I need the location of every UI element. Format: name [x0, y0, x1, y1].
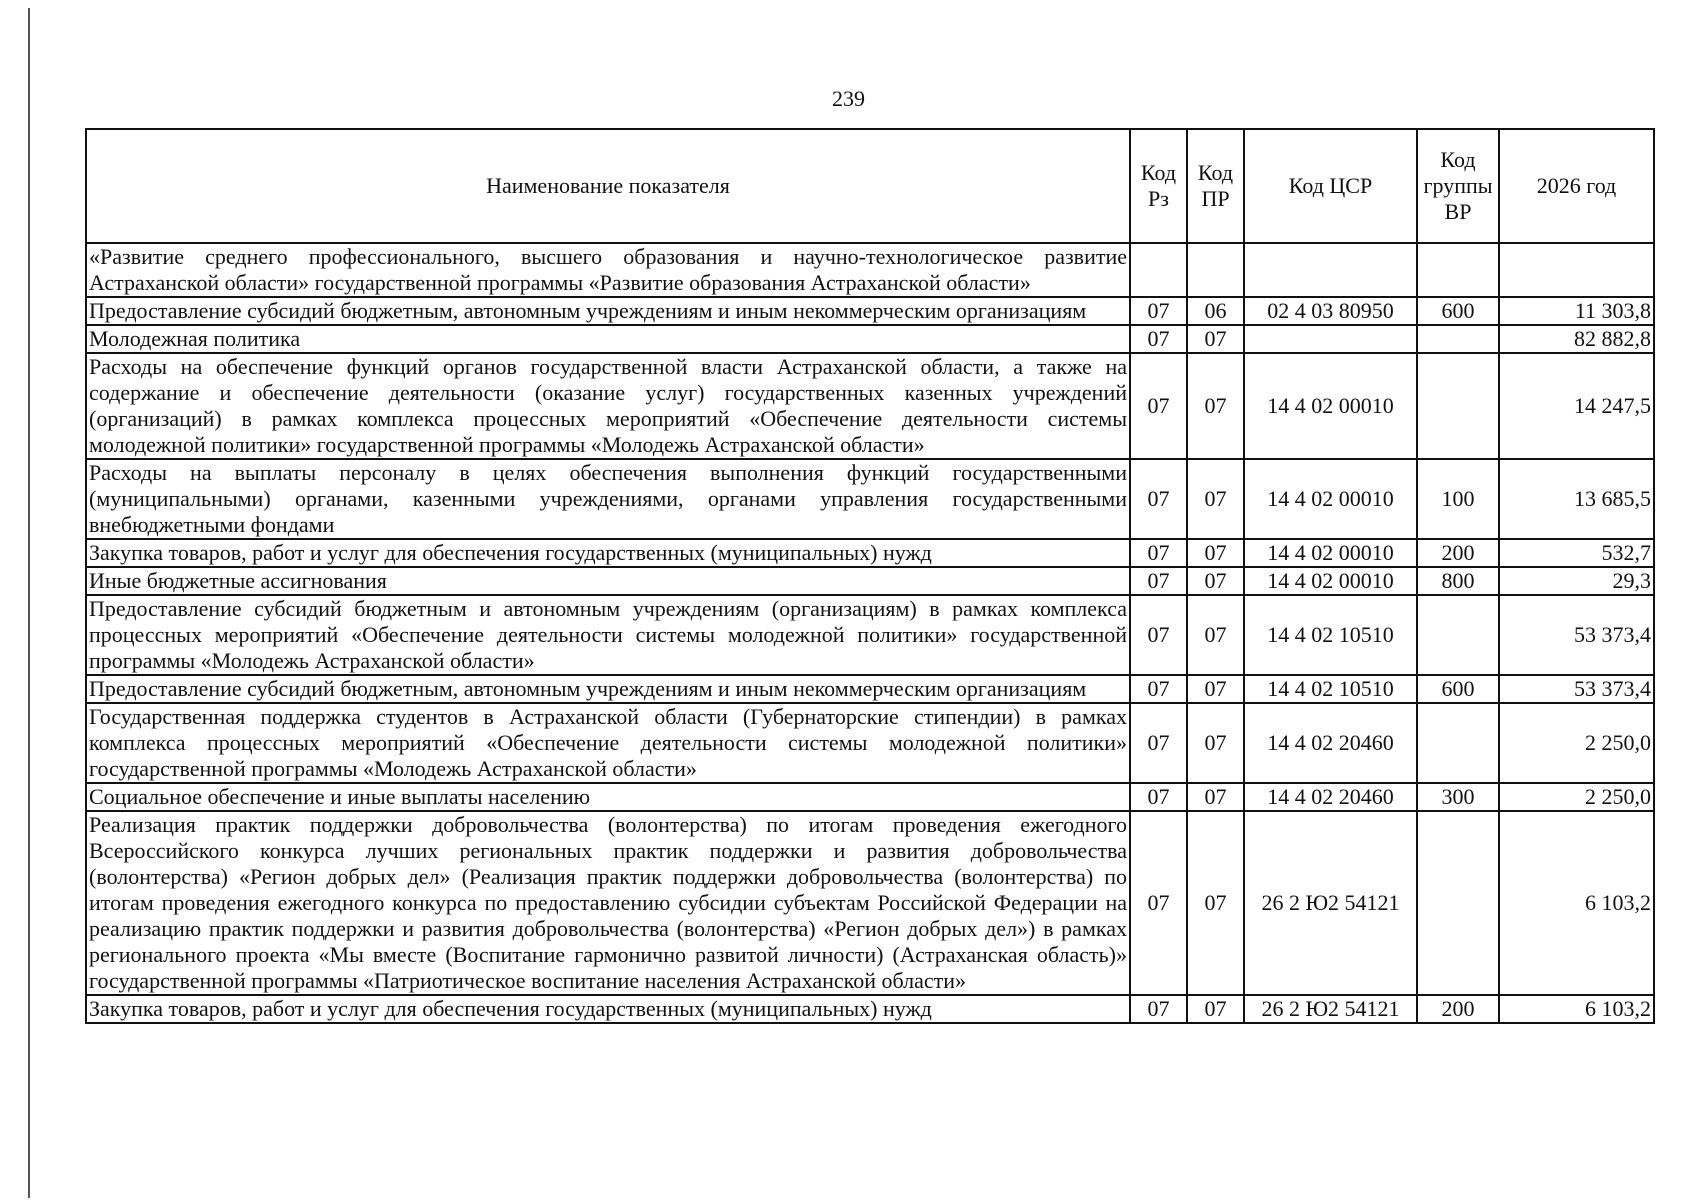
cell-rz: 07	[1130, 995, 1187, 1023]
cell-pr	[1187, 243, 1244, 297]
cell-name: Предоставление субсидий бюджетным, автономным учреждениям и иным некоммерческим организациям	[86, 297, 1130, 325]
table-body	[86, 243, 1654, 1023]
cell-sum: 82 882,8	[1499, 325, 1654, 353]
cell-csr	[1244, 243, 1417, 297]
cell-vr	[1417, 243, 1499, 297]
cell-pr: 07	[1187, 995, 1244, 1023]
cell-sum: 6 103,2	[1499, 995, 1654, 1023]
cell-name: Социальное обеспечение и иные выплаты населению	[86, 783, 1130, 811]
cell-rz: 07	[1130, 459, 1187, 539]
cell-sum: 14 247,5	[1499, 353, 1654, 459]
cell-pr: 07	[1187, 539, 1244, 567]
cell-rz: 07	[1130, 783, 1187, 811]
table-row	[86, 459, 1654, 539]
cell-name: Закупка товаров, работ и услуг для обеспечения государственных (муниципальных) нужд	[86, 539, 1130, 567]
cell-vr: 800	[1417, 567, 1499, 595]
cell-pr: 07	[1187, 567, 1244, 595]
cell-csr: 14 4 02 20460	[1244, 703, 1417, 783]
cell-csr: 14 4 02 20460	[1244, 783, 1417, 811]
cell-csr: 14 4 02 10510	[1244, 595, 1417, 675]
cell-csr: 14 4 02 10510	[1244, 675, 1417, 703]
cell-vr	[1417, 811, 1499, 995]
cell-pr: 07	[1187, 783, 1244, 811]
cell-vr: 600	[1417, 675, 1499, 703]
table-header	[86, 129, 1654, 243]
cell-vr	[1417, 703, 1499, 783]
cell-pr: 07	[1187, 811, 1244, 995]
header-row	[86, 129, 1654, 243]
table-row	[86, 811, 1654, 995]
cell-csr: 26 2 Ю2 54121	[1244, 811, 1417, 995]
header-rz: Код Рз	[1130, 129, 1187, 243]
cell-name: Государственная поддержка студентов в Астраханской области (Губернаторские стипендии) в рамках комплекса процессных мероприятий «Обеспечение деятельности системы молодежной политики» государственной программы «Молодежь Астраханской области»	[86, 703, 1130, 783]
cell-rz: 07	[1130, 539, 1187, 567]
cell-name: Реализация практик поддержки добровольчества (волонтерства) по итогам проведения ежегодного Всероссийского конкурса лучших региональных практик поддержки и развития добровольчества (волонтерства) «Регион добрых дел» (Реализация практик поддержки добровольчества (волонтерства) по итогам проведения ежегодного конкурса по предоставлению субсидии субъектам Российской Федерации на реализацию практик поддержки и развития добровольчества (волонтерства) «Регион добрых дел») в рамках регионального проекта «Мы вместе (Воспитание гармонично развитой личности) (Астраханская область)» государственной программы «Патриотическое воспитание населения Астраханской области»	[86, 811, 1130, 995]
header-pr: Код ПР	[1187, 129, 1244, 243]
table-row	[86, 703, 1654, 783]
cell-vr: 600	[1417, 297, 1499, 325]
table-row	[86, 783, 1654, 811]
cell-name: Расходы на обеспечение функций органов государственной власти Астраханской области, а также на содержание и обеспечение деятельности (оказание услуг) государственных казенных учреждений (организаций) в рамках комплекса процессных мероприятий «Обеспечение деятельности системы молодежной политики» государственной программы «Молодежь Астраханской области»	[86, 353, 1130, 459]
cell-vr: 100	[1417, 459, 1499, 539]
cell-rz: 07	[1130, 353, 1187, 459]
cell-sum: 13 685,5	[1499, 459, 1654, 539]
cell-vr	[1417, 325, 1499, 353]
table-row	[86, 567, 1654, 595]
cell-vr	[1417, 353, 1499, 459]
cell-sum	[1499, 243, 1654, 297]
cell-csr: 14 4 02 00010	[1244, 459, 1417, 539]
cell-rz: 07	[1130, 675, 1187, 703]
cell-rz: 07	[1130, 703, 1187, 783]
table-row	[86, 595, 1654, 675]
table-row	[86, 325, 1654, 353]
cell-csr: 14 4 02 00010	[1244, 353, 1417, 459]
cell-csr: 26 2 Ю2 54121	[1244, 995, 1417, 1023]
cell-rz: 07	[1130, 595, 1187, 675]
table-row	[86, 539, 1654, 567]
header-name: Наименование показателя	[86, 129, 1130, 243]
cell-rz: 07	[1130, 811, 1187, 995]
page-number: 239	[832, 86, 865, 111]
cell-sum: 53 373,4	[1499, 675, 1654, 703]
cell-vr	[1417, 595, 1499, 675]
cell-pr: 06	[1187, 297, 1244, 325]
table-row	[86, 675, 1654, 703]
table-row	[86, 297, 1654, 325]
cell-pr: 07	[1187, 459, 1244, 539]
cell-pr: 07	[1187, 703, 1244, 783]
cell-name: Расходы на выплаты персоналу в целях обеспечения выполнения функций государственными (муниципальными) органами, казенными учреждениями, органами управления государственными внебюджетными фондами	[86, 459, 1130, 539]
cell-vr: 300	[1417, 783, 1499, 811]
cell-csr: 14 4 02 00010	[1244, 567, 1417, 595]
cell-sum: 2 250,0	[1499, 783, 1654, 811]
cell-rz: 07	[1130, 325, 1187, 353]
cell-pr: 07	[1187, 325, 1244, 353]
cell-sum: 11 303,8	[1499, 297, 1654, 325]
cell-csr: 14 4 02 00010	[1244, 539, 1417, 567]
budget-table	[85, 128, 1655, 1024]
cell-name: «Развитие среднего профессионального, высшего образования и научно-технологическое развитие Астраханской области» государственной программы «Развитие образования Астраханской области»	[86, 243, 1130, 297]
cell-pr: 07	[1187, 353, 1244, 459]
cell-sum: 29,3	[1499, 567, 1654, 595]
cell-vr: 200	[1417, 995, 1499, 1023]
cell-csr: 02 4 03 80950	[1244, 297, 1417, 325]
cell-sum: 53 373,4	[1499, 595, 1654, 675]
cell-name: Иные бюджетные ассигнования	[86, 567, 1130, 595]
scan-edge-line	[28, 8, 30, 1198]
cell-name: Предоставление субсидий бюджетным и автономным учреждениям (организациям) в рамках комплекса процессных мероприятий «Обеспечение деятельности системы молодежной политики» государственной программы «Молодежь Астраханской области»	[86, 595, 1130, 675]
cell-sum: 532,7	[1499, 539, 1654, 567]
cell-vr: 200	[1417, 539, 1499, 567]
cell-pr: 07	[1187, 595, 1244, 675]
cell-rz	[1130, 243, 1187, 297]
header-csr: Код ЦСР	[1244, 129, 1417, 243]
cell-sum: 2 250,0	[1499, 703, 1654, 783]
cell-sum: 6 103,2	[1499, 811, 1654, 995]
header-year: 2026 год	[1499, 129, 1654, 243]
cell-name: Закупка товаров, работ и услуг для обеспечения государственных (муниципальных) нужд	[86, 995, 1130, 1023]
cell-pr: 07	[1187, 675, 1244, 703]
cell-name: Предоставление субсидий бюджетным, автономным учреждениям и иным некоммерческим организациям	[86, 675, 1130, 703]
header-vr: Код группы ВР	[1417, 129, 1499, 243]
table-row	[86, 353, 1654, 459]
cell-name: Молодежная политика	[86, 325, 1130, 353]
table-row	[86, 995, 1654, 1023]
cell-csr	[1244, 325, 1417, 353]
table-row	[86, 243, 1654, 297]
cell-rz: 07	[1130, 297, 1187, 325]
cell-rz: 07	[1130, 567, 1187, 595]
